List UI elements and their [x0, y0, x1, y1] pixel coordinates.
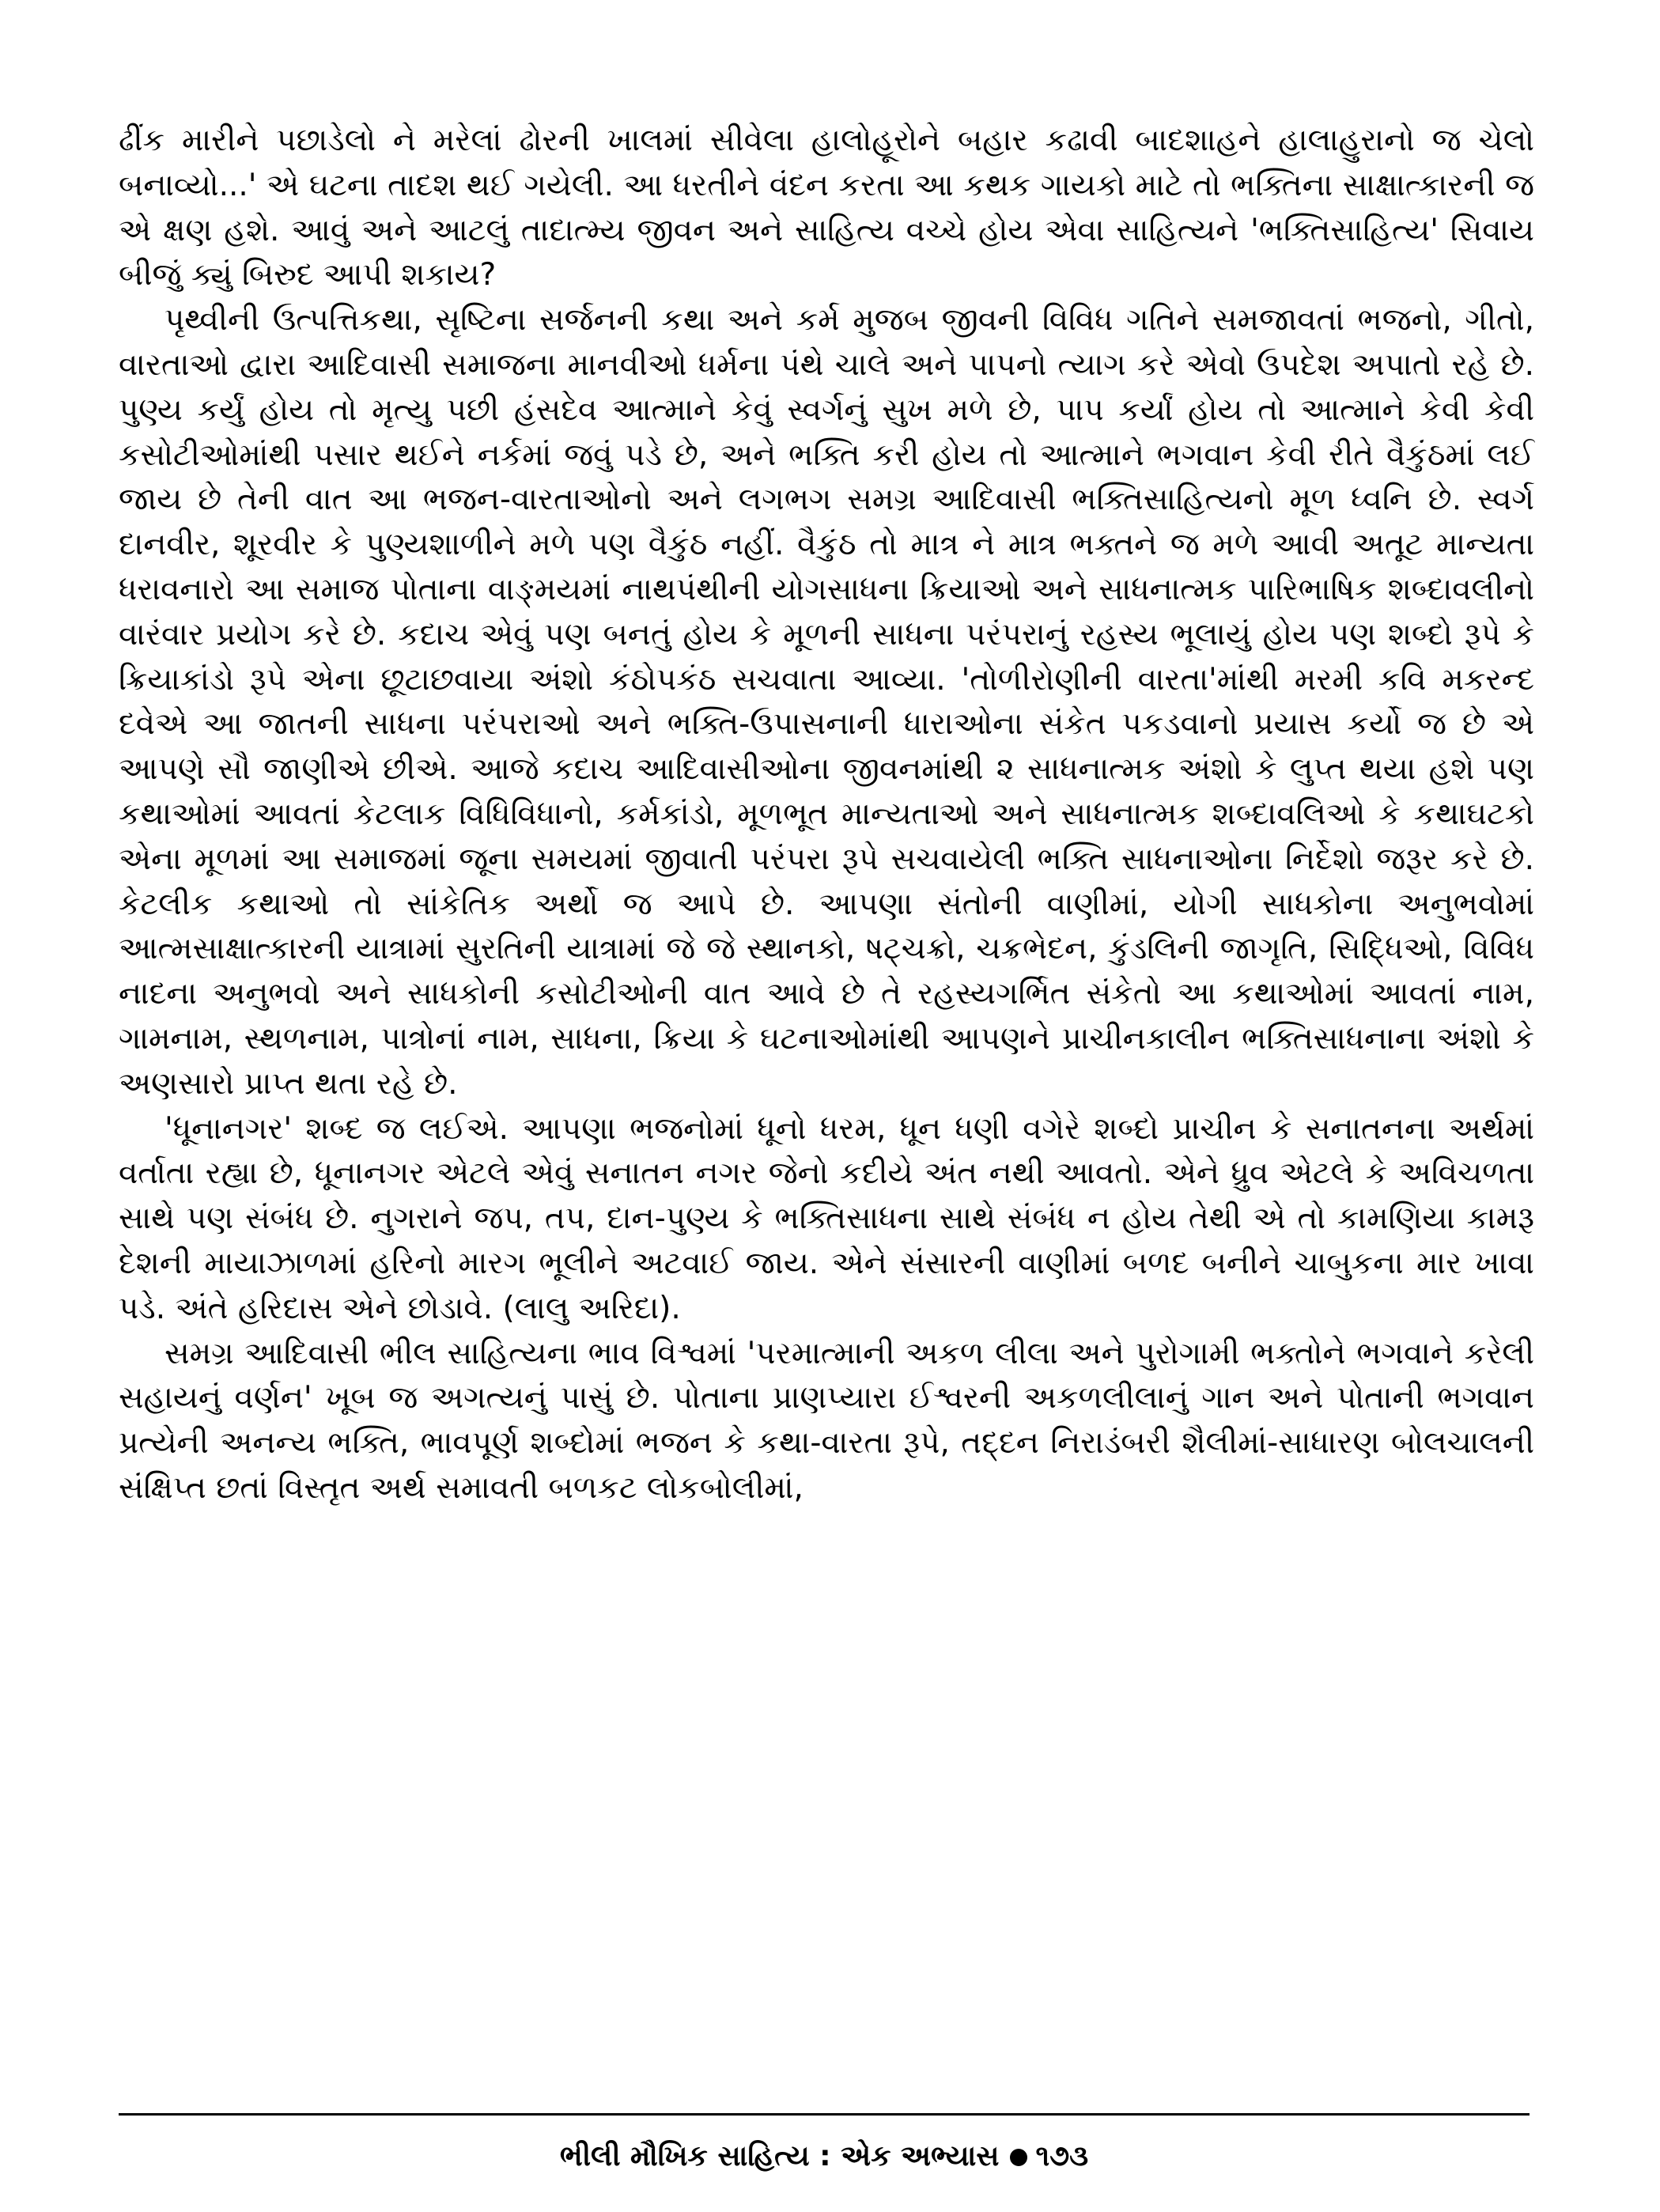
body-text	[119, 119, 1534, 1511]
paragraph-1: ઢીંક મારીને પછાડેલો ને મરેલાં ઢોરની ખાલમાં સીવેલા હાલોહૂરોને બહાર કઢાવી બાદશાહને હાલાહુરાનો જ ચેલો બનાવ્યો...' એ ઘટના તાદશ થઈ ગયેલી. આ ધરતીને વંદન કરતા આ કથક ગાયકો માટે તો ભક્તિના સાક્ષાત્કારની જ એ ક્ષણ હશે. આવું અને આટલું તાદાત્મ્ય જીવન અને સાહિત્ય વચ્ચે હોય એવા સાહિત્યને 'ભક્તિસાહિત્ય' સિવાય બીજું ક્યું બિરુદ આપી શકાય?	[119, 123, 1534, 293]
page-footer	[119, 2139, 1530, 2174]
footer-book-title: ભીલી મૌખિક સાહિત્ય : એક અભ્યાસ	[559, 2140, 1000, 2172]
footer-divider	[119, 2113, 1530, 2116]
page-number: ૧૭૩	[1035, 2140, 1089, 2172]
paragraph-3: 'ધૂનાનગર' શબ્દ જ લઈએ. આપણા ભજનોમાં ધૂનો ધરમ, ધૂન ધણી વગેરે શબ્દો પ્રાચીન કે સનાતનના અર્થમાં વર્તાતા રહ્યા છે, ધૂનાનગર એટલે એવું સનાતન નગર જેનો કદીયે અંત નથી આવતો. એને ધ્રુવ એટલે કે અવિચળતા સાથે પણ સંબંધ છે. નુગરાને જપ, તપ, દાન-પુણ્ય કે ભક્તિસાધના સાથે સંબંધ ન હોય તેથી એ તો કામણિયા કામરૂ દેશની માયાઝાળમાં હરિનો મારગ ભૂલીને અટવાઈ જાય. એને સંસારની વાણીમાં બળદ બનીને ચાબુકના માર ખાવા પડે. અંતે હરિદાસ એને છોડાવે. (લાલુ અરિદા).	[119, 1110, 1534, 1326]
bullet-icon	[1010, 2149, 1027, 2166]
paragraph-4: સમગ્ર આદિવાસી ભીલ સાહિત્યના ભાવ વિશ્વમાં 'પરમાત્માની અકળ લીલા અને પુરોગામી ભક્તોને ભગવાને કરેલી સહાયનું વર્ણન' ખૂબ જ અગત્યનું પાસું છે. પોતાના પ્રાણપ્યારા ઈશ્વરની અકળલીલાનું ગાન અને પોતાની ભગવાન પ્રત્યેની અનન્ય ભક્તિ, ભાવપૂર્ણ શબ્દોમાં ભજન કે કથા-વારતા રૂપે, તદ્દન નિરાડંબરી શૈલીમાં-સાધારણ બોલચાલની સંક્ષિપ્ત છતાં વિસ્તૃત અર્થ સમાવતી બળકટ લોકબોલીમાં,	[119, 1335, 1534, 1506]
paragraph-2: પૃથ્વીની ઉત્પત્તિકથા, સૃષ્ટિના સર્જનની કથા અને કર્મ મુજબ જીવની વિવિધ ગતિને સમજાવતાં ભજનો, ગીતો, વારતાઓ દ્વારા આદિવાસી સમાજના માનવીઓ ધર્મના પંથે ચાલે અને પાપનો ત્યાગ કરે એવો ઉપદેશ અપાતો રહે છે. પુણ્ય કર્યું હોય તો મૃત્યુ પછી હંસદેવ આત્માને કેવું સ્વર્ગનું સુખ મળે છે, પાપ કર્યાં હોય તો આત્માને કેવી કેવી કસોટીઓમાંથી પસાર થઈને નર્કમાં જવું પડે છે, અને ભક્તિ કરી હોય તો આત્માને ભગવાન કેવી રીતે વૈકુંઠમાં લઈ જાય છે તેની વાત આ ભજન-વારતાઓનો અને લગભગ સમગ્ર આદિવાસી ભક્તિસાહિત્યનો મૂળ ધ્વનિ છે. સ્વર્ગ દાનવીર, શૂરવીર કે પુણ્યશાળીને મળે પણ વૈકુંઠ નહીં. વૈકુંઠ તો માત્ર ને માત્ર ભક્તને જ મળે આવી અતૂટ માન્યતા ધરાવનારો આ સમાજ પોતાના વાઙ્મયમાં નાથપંથીની યોગસાધના ક્રિયાઓ અને સાધનાત્મક પારિભાષિક શબ્દાવલીનો વારંવાર પ્રયોગ કરે છે. કદાચ એવું પણ બનતું હોય કે મૂળની સાધના પરંપરાનું રહસ્ય ભૂલાયું હોય પણ શબ્દો રૂપે કે ક્રિયાકાંડો રૂપે એના છૂટાછવાયા અંશો કંઠોપકંઠ સચવાતા આવ્યા. 'તોળીરોણીની વારતા'માંથી મરમી કવિ મકરન્દ દવેએ આ જાતની સાધના પરંપરાઓ અને ભક્તિ-ઉપાસનાની ધારાઓના સંકેત પકડવાનો પ્રયાસ કર્યો જ છે એ આપણે સૌ જાણીએ છીએ. આજે કદાચ આદિવાસીઓના જીવનમાંથી ૨ સાધનાત્મક અંશો કે લુપ્ત થયા હશે પણ કથાઓમાં આવતાં કેટલાક વિધિવિધાનો, કર્મકાંડો, મૂળભૂત માન્યતાઓ અને સાધનાત્મક શબ્દાવલિઓ કે કથાઘટકો એના મૂળમાં આ સમાજમાં જૂના સમયમાં જીવાતી પરંપરા રૂપે સચવાયેલી ભક્તિ સાધનાઓના નિર્દેશો જરૂર કરે છે. કેટલીક કથાઓ તો સાંકેતિક અર્થો જ આપે છે. આપણા સંતોની વાણીમાં, યોગી સાધકોના અનુભવોમાં આત્મસાક્ષાત્કારની યાત્રામાં સુરતિની યાત્રામાં જે જે સ્થાનકો, ષટ્ચક્રો, ચક્રભેદન, કુંડલિની જાગૃતિ, સિદ્ધિઓ, વિવિધ નાદના અનુભવો અને સાધકોની કસોટીઓની વાત આવે છે તે રહસ્યગર્ભિત સંકેતો આ કથાઓમાં આવતાં નામ, ગામનામ, સ્થળનામ, પાત્રોનાં નામ, સાધના, ક્રિયા કે ઘટનાઓમાંથી આપણને પ્રાચીનકાલીન ભક્તિસાધનાના અંશો કે અણસારો પ્રાપ્ત થતા રહે છે.	[119, 302, 1534, 1102]
